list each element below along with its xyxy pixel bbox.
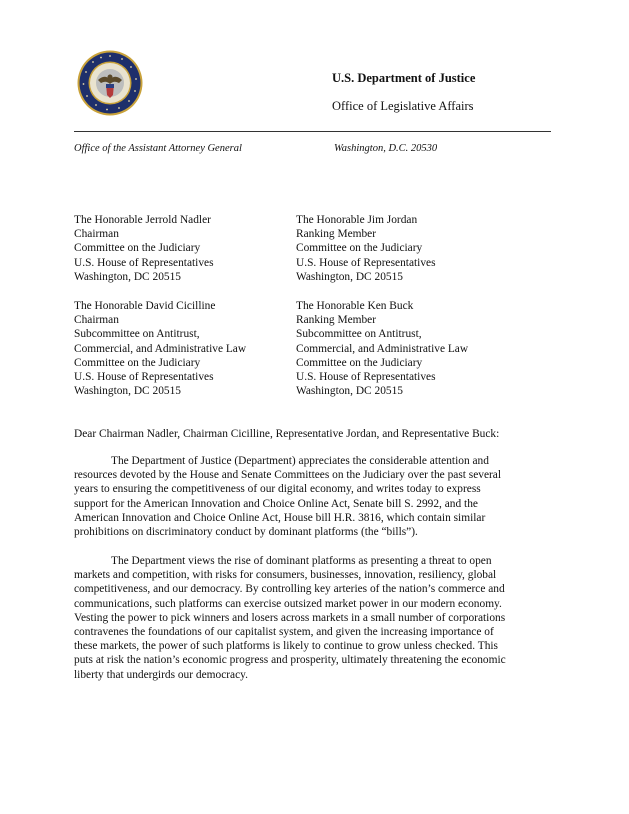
addressee-buck (296, 299, 516, 398)
paragraph-line: The Department of Justice (Department) appreciates the considerable attention and (111, 455, 489, 467)
address-line: U.S. House of Representatives (296, 371, 436, 384)
address-line: Ranking Member (296, 228, 377, 241)
agency-name: U.S. Department of Justice (332, 71, 476, 85)
doj-seal-icon (77, 50, 143, 116)
paragraph-line: competitiveness, and our democracy. By controlling key arteries of the nation’s commerce and (74, 583, 505, 596)
address-line: The Honorable Ken Buck (296, 300, 414, 312)
address-line: Chairman (74, 314, 119, 327)
address-line: U.S. House of Representatives (74, 371, 214, 384)
address-line: Committee on the Judiciary (74, 356, 201, 369)
addressee-nadler (74, 213, 294, 284)
paragraph-line: Vesting the power to pick winners and losers across markets in a small number of corporations (74, 611, 506, 624)
address-line: Subcommittee on Antitrust, (74, 328, 200, 341)
address-line: Washington, DC 20515 (296, 385, 403, 398)
paragraph-2 (74, 554, 552, 682)
paragraph-1 (74, 454, 552, 539)
address-line: Ranking Member (296, 314, 377, 327)
address-line: Washington, DC 20515 (74, 270, 181, 283)
paragraph-line: American Innovation and Choice Online Act, House bill H.R. 3816, which contain similar (74, 511, 486, 524)
location-subheader: Washington, D.C. 20530 (334, 143, 438, 154)
address-line: U.S. House of Representatives (74, 256, 214, 269)
paragraph-line: contravenes the foundations of our capitalist system, and given the increasing importance of (74, 626, 494, 639)
address-line: The Honorable Jim Jordan (296, 214, 418, 226)
paragraph-line: The Department views the rise of dominant platforms as presenting a threat to open (111, 555, 492, 567)
address-line: Washington, DC 20515 (74, 385, 181, 398)
address-line: U.S. House of Representatives (296, 256, 436, 269)
address-line: Commercial, and Administrative Law (74, 342, 247, 355)
paragraph-line: prohibitions on discriminatory conduct by dominant platforms (the “bills”). (74, 526, 418, 539)
addressee-cicilline (74, 299, 294, 398)
office-name: Office of Legislative Affairs (332, 99, 474, 113)
paragraph-line: years to ensuring the competitiveness of our digital economy, and writes today to express (74, 483, 481, 496)
address-line: Washington, DC 20515 (296, 270, 403, 283)
paragraph-line: support for the American Innovation and Choice Online Act, Senate bill S. 2992, and the (74, 497, 478, 510)
paragraph-line: communications, such platforms can exercise outsized market power in our modern economy. (74, 597, 502, 610)
office-subheader: Office of the Assistant Attorney General (74, 143, 242, 154)
paragraph-line: these markets, the power of such platforms is likely to continue to grow unless checked. This (74, 640, 498, 653)
salutation: Dear Chairman Nadler, Chairman Cicilline, Representative Jordan, and Representative Buck: (74, 428, 500, 440)
address-line: Committee on the Judiciary (74, 242, 201, 255)
address-line: The Honorable David Cicilline (74, 300, 216, 312)
paragraph-line: markets and competition, with risks for consumers, businesses, innovation, resiliency, global (74, 569, 497, 582)
address-line: Commercial, and Administrative Law (296, 342, 469, 355)
address-line: Committee on the Judiciary (296, 356, 423, 369)
address-line: The Honorable Jerrold Nadler (74, 214, 211, 226)
addressee-jordan (296, 213, 516, 284)
address-line: Subcommittee on Antitrust, (296, 328, 422, 341)
paragraph-line: resources devoted by the House and Senate Committees on the Judiciary over the past several (74, 469, 502, 482)
address-line: Chairman (74, 228, 119, 241)
header-rule (74, 131, 551, 132)
paragraph-line: liberty that undergirds our democracy. (74, 668, 248, 681)
address-line: Committee on the Judiciary (296, 242, 423, 255)
paragraph-line: puts at risk the nation’s economic progress and prosperity, ultimately threatening the economic (74, 654, 506, 667)
